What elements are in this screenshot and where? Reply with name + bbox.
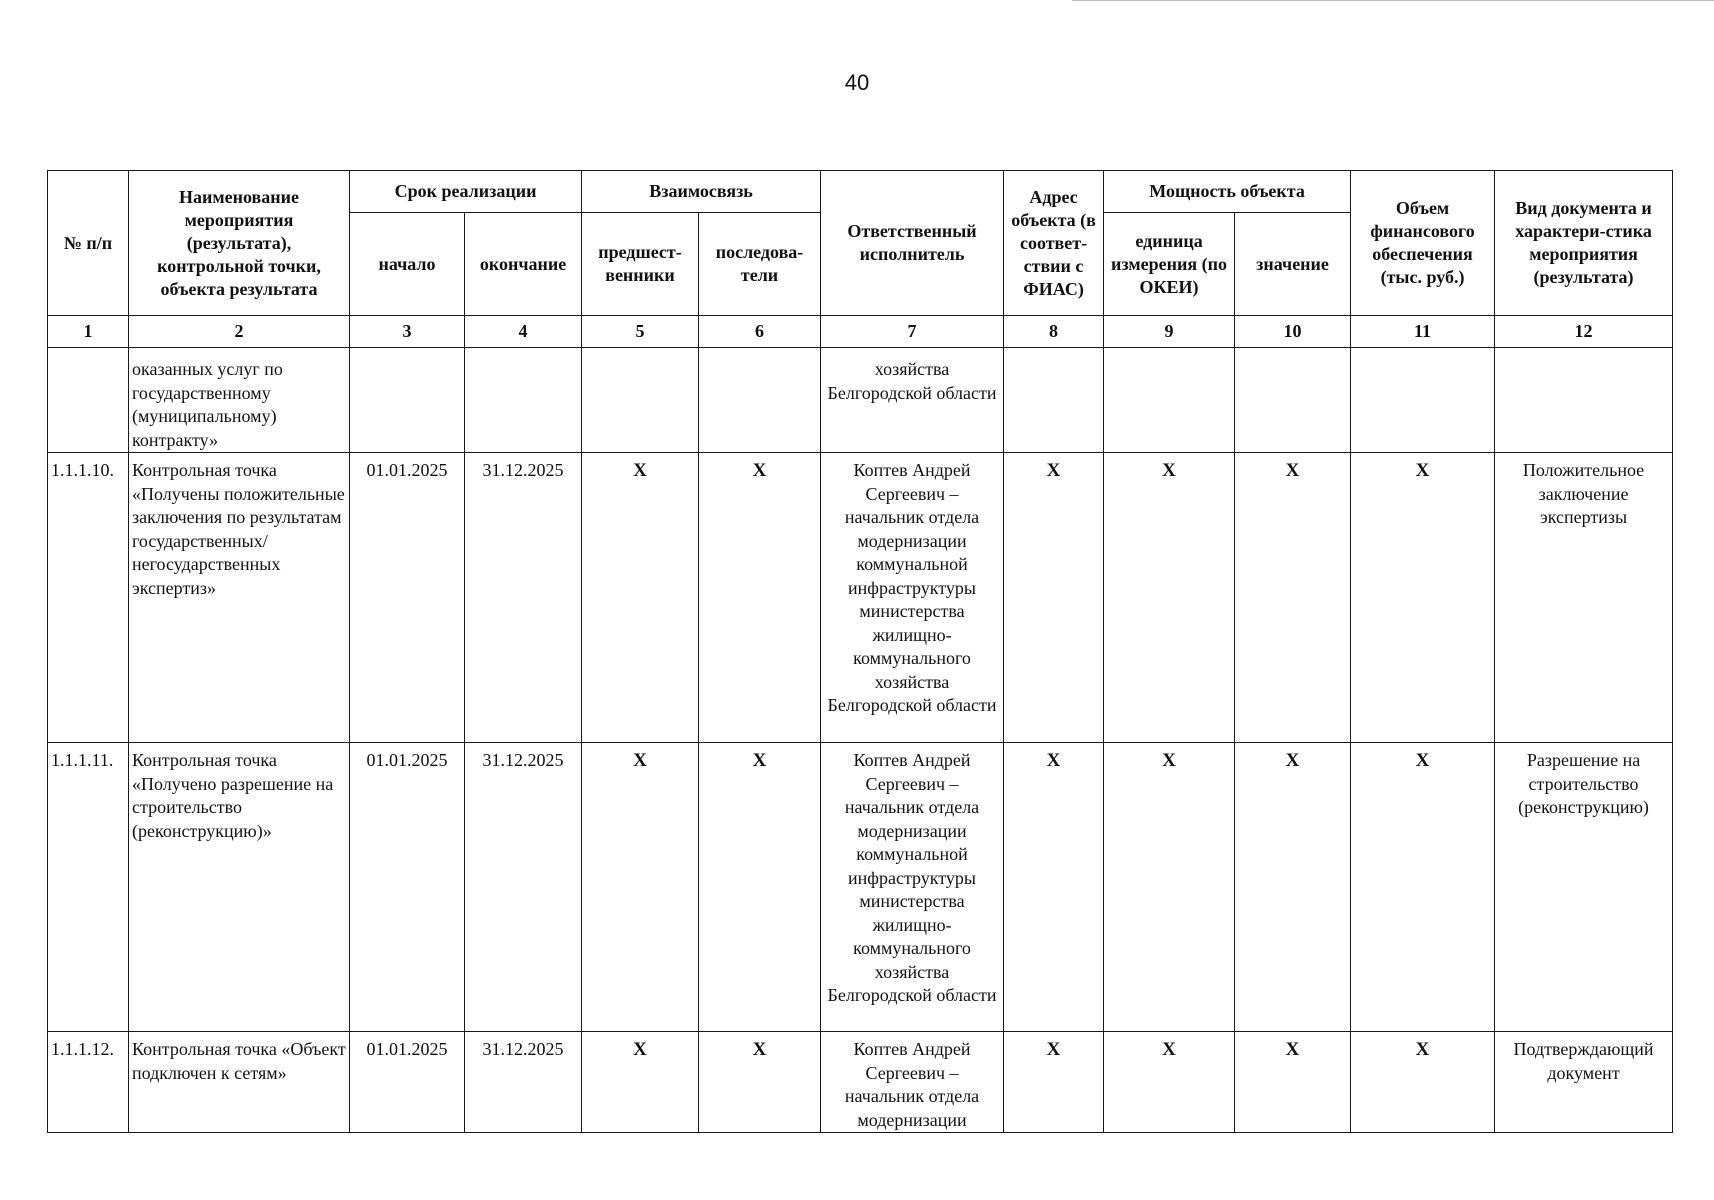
cell-finance: X xyxy=(1351,453,1495,743)
table-row-continuation xyxy=(48,348,1673,453)
cell-end: 31.12.2025 xyxy=(465,453,582,743)
cell-doc: Положительное заключение экспертизы xyxy=(1495,453,1673,743)
col-number: 10 xyxy=(1235,316,1351,348)
header-name: Наименование мероприятия (результата), контрольной точки, объекта результата xyxy=(129,171,350,316)
cell-unit xyxy=(1104,348,1235,453)
col-number: 12 xyxy=(1495,316,1673,348)
cell-succ: X xyxy=(699,1032,821,1133)
cell-num: 1.1.1.11. xyxy=(48,743,129,1032)
col-number: 7 xyxy=(821,316,1004,348)
header-doc-type: Вид документа и характери-стика мероприятия (результата) xyxy=(1495,171,1673,316)
col-number: 9 xyxy=(1104,316,1235,348)
header-capacity: Мощность объекта xyxy=(1104,171,1351,213)
cell-address: X xyxy=(1004,453,1104,743)
cell-num xyxy=(48,348,129,453)
cell-address: X xyxy=(1004,743,1104,1032)
header-period-start: начало xyxy=(350,213,465,316)
cell-responsible: хозяйства Белгородской области xyxy=(821,348,1004,453)
header-row-1 xyxy=(48,171,1673,213)
cell-pred: X xyxy=(582,1032,699,1133)
cell-doc: Подтверждающий документ xyxy=(1495,1032,1673,1133)
cell-name: Контрольная точка «Объект подключен к сетям» xyxy=(129,1032,350,1133)
activities-table xyxy=(47,170,1673,1133)
cell-finance xyxy=(1351,348,1495,453)
cell-pred: X xyxy=(582,453,699,743)
cell-pred xyxy=(582,348,699,453)
cell-succ xyxy=(699,348,821,453)
table-row xyxy=(48,453,1673,743)
cell-num: 1.1.1.12. xyxy=(48,1032,129,1133)
cell-doc: Разрешение на строительство (реконструкцию) xyxy=(1495,743,1673,1032)
header-capacity-value: значение xyxy=(1235,213,1351,316)
col-number: 8 xyxy=(1004,316,1104,348)
header-link-succ: последова-тели xyxy=(699,213,821,316)
cell-responsible: Коптев Андрей Сергеевич – начальник отдела модернизации коммунальной инфраструктуры министерства жилищно-коммунального хозяйства Белгородской области xyxy=(821,453,1004,743)
header-link: Взаимосвязь xyxy=(582,171,821,213)
cell-finance: X xyxy=(1351,1032,1495,1133)
col-number: 3 xyxy=(350,316,465,348)
cell-end: 31.12.2025 xyxy=(465,1032,582,1133)
header-period-end: окончание xyxy=(465,213,582,316)
cell-start: 01.01.2025 xyxy=(350,1032,465,1133)
header-finance: Объем финансового обеспечения (тыс. руб.) xyxy=(1351,171,1495,316)
cell-value: X xyxy=(1235,1032,1351,1133)
cell-start: 01.01.2025 xyxy=(350,743,465,1032)
cell-num: 1.1.1.10. xyxy=(48,453,129,743)
cell-pred: X xyxy=(582,743,699,1032)
cell-name: оказанных услуг по государственному (муниципальному) контракту» xyxy=(129,348,350,453)
col-number: 4 xyxy=(465,316,582,348)
col-number: 1 xyxy=(48,316,129,348)
col-number: 2 xyxy=(129,316,350,348)
column-number-row xyxy=(48,316,1673,348)
cell-end xyxy=(465,348,582,453)
cell-name: Контрольная точка «Получено разрешение на строительство (реконструкцию)» xyxy=(129,743,350,1032)
table-row xyxy=(48,743,1673,1032)
table-row xyxy=(48,1032,1673,1133)
cell-unit: X xyxy=(1104,743,1235,1032)
col-number: 6 xyxy=(699,316,821,348)
header-link-pred: предшест-венники xyxy=(582,213,699,316)
header-address: Адрес объекта (в соответ-ствии с ФИАС) xyxy=(1004,171,1104,316)
page-number: 40 xyxy=(844,70,870,95)
cell-unit: X xyxy=(1104,453,1235,743)
top-rule xyxy=(1072,0,1714,1)
cell-end: 31.12.2025 xyxy=(465,743,582,1032)
cell-value: X xyxy=(1235,453,1351,743)
header-period: Срок реализации xyxy=(350,171,582,213)
cell-responsible: Коптев Андрей Сергеевич – начальник отдела модернизации коммунальной инфраструктуры министерства жилищно-коммунального хозяйства Белгородской области xyxy=(821,743,1004,1032)
cell-succ: X xyxy=(699,743,821,1032)
cell-start: 01.01.2025 xyxy=(350,453,465,743)
header-responsible: Ответственный исполнитель xyxy=(821,171,1004,316)
cell-finance: X xyxy=(1351,743,1495,1032)
col-number: 11 xyxy=(1351,316,1495,348)
cell-value xyxy=(1235,348,1351,453)
cell-unit: X xyxy=(1104,1032,1235,1133)
cell-responsible: Коптев Андрей Сергеевич – начальник отдела модернизации xyxy=(821,1032,1004,1133)
cell-value: X xyxy=(1235,743,1351,1032)
header-capacity-unit: единица измерения (по ОКЕИ) xyxy=(1104,213,1235,316)
cell-start xyxy=(350,348,465,453)
cell-succ: X xyxy=(699,453,821,743)
cell-address xyxy=(1004,348,1104,453)
header-num: № п/п xyxy=(48,171,129,316)
col-number: 5 xyxy=(582,316,699,348)
cell-doc xyxy=(1495,348,1673,453)
cell-name: Контрольная точка «Получены положительные заключения по результатам государственных/ негосударственных экспертиз» xyxy=(129,453,350,743)
cell-address: X xyxy=(1004,1032,1104,1133)
